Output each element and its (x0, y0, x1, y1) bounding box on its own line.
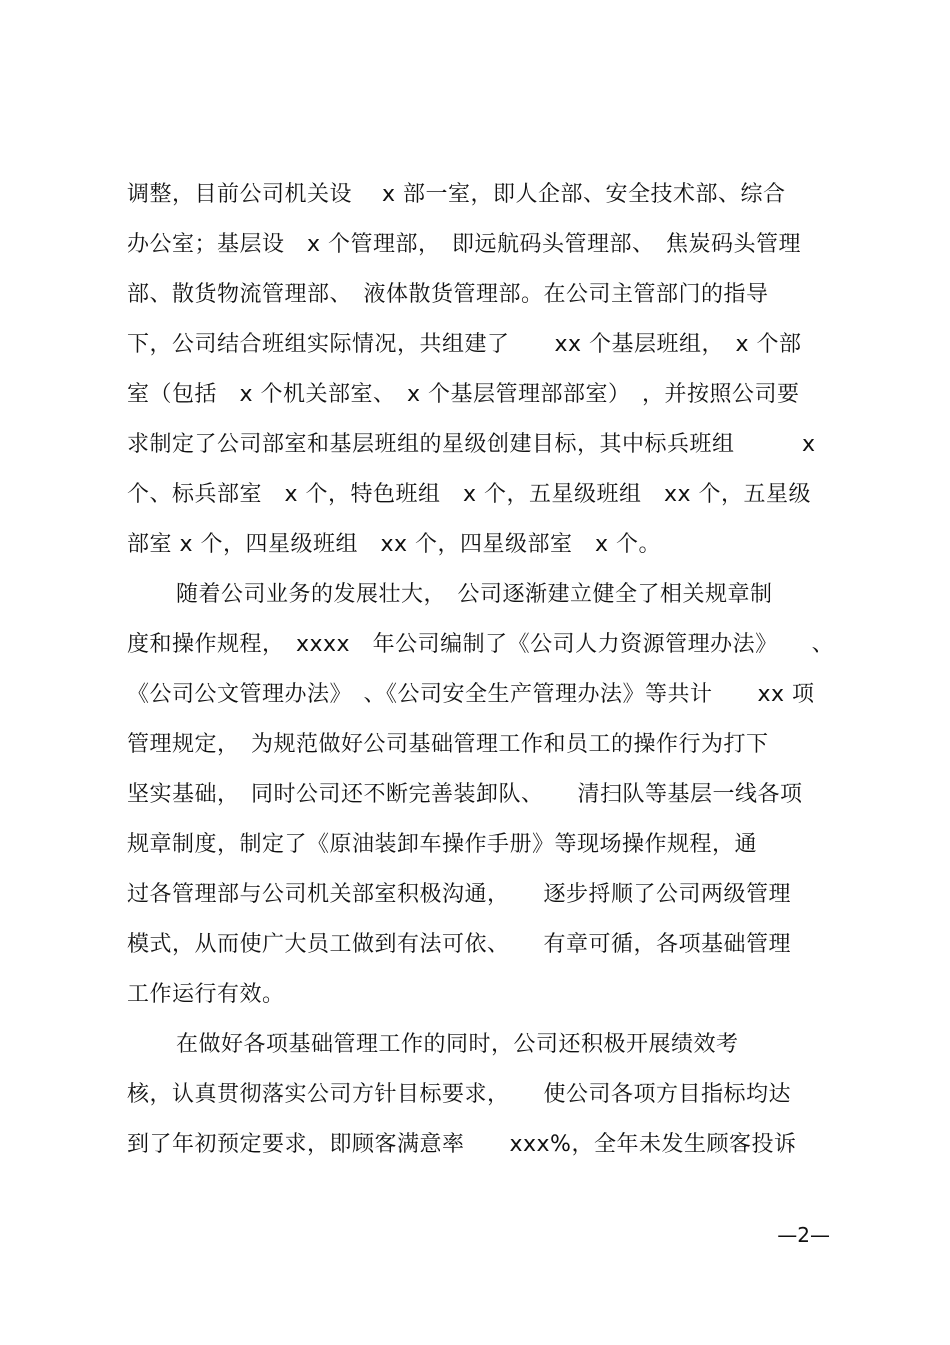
page-number: —2— (777, 1223, 830, 1247)
paragraph-2-line-5: 坚实基础， 同时公司还不断完善装卸队、 清扫队等基层一线各项 (127, 782, 803, 807)
paragraph-2-line-9: 工作运行有效。 (127, 982, 285, 1007)
paragraph-1-line-7: 个、标兵部室 x 个，特色班组 x 个，五星级班组 xx 个，五星级 (127, 482, 812, 507)
paragraph-2-line-7: 过各管理部与公司机关部室积极沟通， 逐步捋顺了公司两级管理 (127, 882, 792, 907)
paragraph-3-line-1: 在做好各项基础管理工作的同时，公司还积极开展绩效考 (176, 1032, 739, 1057)
paragraph-2-line-6: 规章制度，制定了《原油装卸车操作手册》等现场操作规程，通 (127, 832, 758, 857)
paragraph-1-line-3: 部、散货物流管理部、 液体散货管理部。在公司主管部门的指导 (127, 282, 769, 307)
paragraph-2-line-1: 随着公司业务的发展壮大， 公司逐渐建立健全了相关规章制 (176, 582, 773, 607)
paragraph-1-line-2: 办公室；基层设 x 个管理部， 即远航码头管理部、 焦炭码头管理 (127, 232, 802, 257)
paragraph-1-line-5: 室（包括 x 个机关部室、 x 个基层管理部部室） ，并按照公司要 (127, 382, 800, 407)
paragraph-1-line-8: 部室 x 个，四星级班组 xx 个，四星级部室 x 个。 (127, 532, 662, 557)
paragraph-2-line-3: 《公司公文管理办法》 、《公司安全生产管理办法》等共计 xx 项 (127, 682, 815, 707)
paragraph-1-line-1: 调整，目前公司机关设 x 部一室，即人企部、安全技术部、综合 (127, 182, 786, 207)
paragraph-2-line-2: 度和操作规程， xxxx 年公司编制了《公司人力资源管理办法》 、 (127, 632, 835, 657)
paragraph-3-line-3: 到了年初预定要求，即顾客满意率 xxx%，全年未发生顾客投诉 (127, 1132, 797, 1157)
paragraph-1-line-4: 下，公司结合班组实际情况，共组建了 xx 个基层班组， x 个部 (127, 332, 802, 357)
paragraph-3-line-2: 核，认真贯彻落实公司方针目标要求， 使公司各项方目指标均达 (127, 1082, 792, 1107)
paragraph-2-line-8: 模式，从而使广大员工做到有法可依、 有章可循，各项基础管理 (127, 932, 792, 957)
paragraph-1-line-6: 求制定了公司部室和基层班组的星级创建目标，其中标兵班组 x (127, 432, 816, 457)
paragraph-2-line-4: 管理规定， 为规范做好公司基础管理工作和员工的操作行为打下 (127, 732, 769, 757)
